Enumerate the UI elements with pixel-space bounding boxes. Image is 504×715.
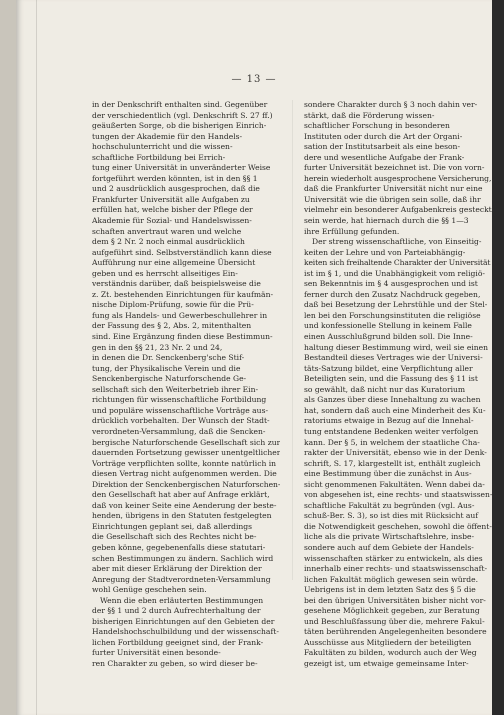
text-column-left <box>92 100 280 670</box>
text-line: schen Bestimmungen zu ändern. Sachlich wird <box>92 553 274 563</box>
text-line: daß bei Besetzung der Lehrstühle und der Stel- <box>304 300 488 310</box>
text-line: lichen Fortbildung geeignet sind, der Frank- <box>92 637 264 647</box>
text-line: fung als Handels- und Gewerbeschullehrer in <box>92 310 268 320</box>
text-line: verständnis darüber, daß beispielsweise die <box>92 279 261 289</box>
text-line: Akademie für Sozial- und Handelswissen- <box>92 216 252 226</box>
text-line: geäußerten Sorge, ob die bisherigen Einrich- <box>92 121 267 131</box>
text-line: tung einer Universität in unveränderter Weise <box>92 163 271 173</box>
text-line: Einrichtungen geplant sei, daß allerdings <box>92 521 253 531</box>
text-line: Instituten oder durch die Art der Organi- <box>304 131 463 141</box>
text-line: rakter der Universität, ebenso wie in der Denk- <box>304 448 487 458</box>
text-line: von abgesehen ist, eine rechts- und staatswissen- <box>304 490 492 500</box>
text-line: erfüllen hat, welche bisher der Pflege der <box>92 205 253 215</box>
text-line: dere und wesentliche Aufgabe der Frank- <box>304 152 465 162</box>
text-line: sation der Institutsarbeit als eine beson- <box>304 142 461 152</box>
text-line: bisherigen Einrichtungen auf den Gebieten der <box>92 616 275 626</box>
text-line: drücklich vorbehalten. Der Wunsch der Stadt- <box>92 416 270 426</box>
text-line: und Beschlußfassung über die, mehrere Fakul- <box>304 616 485 626</box>
text-line: furter Universität bezeichnet ist. Die von vorn- <box>304 163 485 173</box>
text-line: henden, übrigens in den Statuten festgelegten <box>92 511 272 521</box>
text-line: eine Bestimmung über die zunächst in Aus- <box>304 469 472 479</box>
text-line: aufgeführt sind. Selbstverständlich kann diese <box>92 247 272 257</box>
text-line: wohl Genüge geschehen sein. <box>92 585 207 595</box>
text-line: daß von keiner Seite eine Aenderung der beste- <box>92 500 277 510</box>
scan-border-right <box>492 0 504 715</box>
text-line: täts-Satzung bildet, eine Verpflichtung aller <box>304 363 473 373</box>
text-line: verordneten-Versammlung, daß die Sencken- <box>92 426 266 436</box>
text-line: daß die Frankfurter Universität nicht nur eine <box>304 184 483 194</box>
text-line: diesen Vertrag nicht aufgenommen werden. Die <box>92 469 277 479</box>
text-line: z. Zt. bestehenden Einrichtungen für kaufmän- <box>92 289 274 299</box>
text-line: hochschulunterricht und die wissen- <box>92 142 233 152</box>
text-line: so gewählt, daß nicht nur das Kuratorium <box>304 384 466 394</box>
text-line: nische Diplom-Prüfung, sowie für die Prü- <box>92 300 254 310</box>
text-line: dem § 2 Nr. 2 noch einmal ausdrücklich <box>92 237 245 247</box>
text-line: Bestandteil dieses Vertrages wie der Universi- <box>304 353 483 363</box>
text-line: sein werde, hat hiernach durch die §§ 1—3 <box>304 216 469 226</box>
page-number: — 13 — <box>231 74 277 85</box>
text-line: Beteiligten sein, und die Fassung des § 11 ist <box>304 374 478 384</box>
binding-gutter <box>0 0 16 715</box>
text-line: tung, der Physikalische Verein und die <box>92 363 241 373</box>
text-line: Vorträge verpflichten sollte, konnte natürlich in <box>92 458 277 468</box>
text-line: schaftlicher Forschung in besonderen <box>304 121 450 131</box>
text-line: Der streng wissenschaftliche, von Einseitig- <box>312 237 482 247</box>
text-line: liche als die private Wirtschaftslehre, insbe- <box>304 532 475 542</box>
text-line: gen in den §§ 21, 23 Nr. 2 und 24, <box>92 342 223 352</box>
text-line: haltung dieser Bestimmung wird, weil sie einen <box>304 342 489 352</box>
text-line: furter Universität einen besonde- <box>92 648 221 658</box>
text-line: Handelshochschulbildung und der wissenschaft- <box>92 627 279 637</box>
text-line: aber mit dieser Erklärung der Direktion der <box>92 564 262 574</box>
text-line: der verschiedentlich (vgl. Denkschrift S. 27 ff.) <box>92 110 273 120</box>
text-line: len bei den Forschungsinstituten die religiöse <box>304 310 481 320</box>
text-line: gesehene Möglichkeit gegeben, zur Beratung <box>304 606 480 616</box>
document-page <box>16 0 492 715</box>
text-line: geben und es herrscht allseitiges Ein- <box>92 268 238 278</box>
text-line: wissenschaften stärker zu entwickeln, als dies <box>304 553 483 563</box>
text-line: sellschaft sich den Weiterbetrieb ihrer Ein- <box>92 384 259 394</box>
text-line: der §§ 1 und 2 durch Aufrechterhaltung der <box>92 606 261 616</box>
text-line: Fakultäten zu bilden, wodurch auch der Weg <box>304 648 477 658</box>
text-line: Anregung der Stadtverordneten-Versammlung <box>92 574 271 584</box>
text-line: und populäre wissenschaftliche Vorträge aus- <box>92 405 269 415</box>
text-line: sen Bekenntnis im § 4 ausgesprochen und ist <box>304 279 478 289</box>
text-line: schaften anvertraut waren und welche <box>92 226 242 236</box>
text-line: die Gesellschaft sich des Rechtes nicht be- <box>92 532 257 542</box>
text-line: Universität wie die übrigen sein solle, daß ihr <box>304 194 481 204</box>
text-line: und konfessionelle Stellung in keinem Falle <box>304 321 472 331</box>
text-line: hat, sondern daß auch eine Minderheit des Ku- <box>304 405 486 415</box>
text-line: Direktion der Senckenbergischen Naturforschen- <box>92 479 280 489</box>
text-line: Senckenbergische Naturforschende Ge- <box>92 374 247 384</box>
text-line: schuß-Ber. S. 3), so ist dies mit Rücksicht auf <box>304 511 479 521</box>
text-line: gezeigt ist, um etwaige gemeinsame Inter- <box>304 658 469 668</box>
text-line: bei den übrigen Universitäten bisher nicht vor- <box>304 595 486 605</box>
text-line: sondere auch auf dem Gebiete der Handels- <box>304 542 474 552</box>
text-line: fortgeführt werden könnten, ist in den §§ 1 <box>92 173 258 183</box>
text-line: dauernden Fortsetzung gewisser unentgeltlicher <box>92 448 280 458</box>
text-line: schrift, S. 17, klargestellt ist, enthält zugleich <box>304 458 481 468</box>
text-line: innerhalb einer rechts- und staatswissenschaft- <box>304 564 488 574</box>
text-line: herein wiederholt ausgesprochene Versicherung, <box>304 173 492 183</box>
text-line: sind. Eine Ergänzung finden diese Bestimmun- <box>92 332 273 342</box>
text-line: sondere Charakter durch § 3 noch dahin ver- <box>304 100 478 109</box>
text-line: lichen Fakultät möglich gewesen sein würde. <box>304 574 479 584</box>
text-line: der Fassung des § 2, Abs. 2, mitenthalten <box>92 321 252 331</box>
text-line: ist im § 1, und die Unabhängigkeit vom religiö- <box>304 268 485 278</box>
text-line: Uebrigens ist in dem letzten Satz des § 5 die <box>304 585 476 595</box>
text-line: Aufführung nur eine allgemeine Übersicht <box>92 258 256 268</box>
text-line: ratoriums etwaige in Bezug auf die Innehal- <box>304 416 474 426</box>
text-line: tung entstandene Bedenken weiter verfolgen <box>304 426 479 436</box>
text-column-right <box>304 100 492 670</box>
text-line: einen Ausschlußgrund bilden soll. Die Inne- <box>304 332 473 342</box>
text-line: tungen der Akademie für den Handels- <box>92 131 243 141</box>
text-line: richtungen für wissenschaftliche Fortbildung <box>92 395 267 405</box>
page-fold-shadow <box>36 0 37 715</box>
text-line: geben könne, gegebenenfalls diese statutari- <box>92 542 266 552</box>
text-line: in denen die Dr. Senckenberg'sche Stif- <box>92 353 245 363</box>
text-line: sicht genommenen Fakultäten. Wenn dabei da- <box>304 479 485 489</box>
text-line: ferner durch den Zusatz Nachdruck gegeben, <box>304 289 481 299</box>
text-line: ren Charakter zu geben, so wird dieser be- <box>92 658 258 668</box>
text-line: den Gesellschaft hat aber auf Anfrage erklärt, <box>92 490 270 500</box>
text-line: die Notwendigkeit geschehen, sowohl die öffent- <box>304 521 492 531</box>
column-gutter <box>292 100 293 580</box>
text-line: Wenn die eben erläuterten Bestimmungen <box>100 595 264 605</box>
text-line: ihre Erfüllung gefunden. <box>304 226 400 236</box>
text-line: bergische Naturforschende Gesellschaft sich zur <box>92 437 280 447</box>
text-line: schaftliche Fakultät zu begründen (vgl. Aus- <box>304 500 475 510</box>
text-line: Frankfurter Universität alle Aufgaben zu <box>92 194 250 204</box>
text-line: in der Denkschrift enthalten sind. Gegenüber <box>92 100 268 109</box>
text-line: stärkt, daß die Förderung wissen- <box>304 110 435 120</box>
text-line: kann. Der § 5, in welchem der staatliche Cha- <box>304 437 480 447</box>
text-line: Ausschüsse aus Mitgliedern der beteiligten <box>304 637 472 647</box>
text-line: vielmehr ein besonderer Aufgabenkreis gesteckt <box>304 205 492 215</box>
text-line: täten berührenden Angelegenheiten besondere <box>304 627 487 637</box>
text-line: schaftliche Fortbildung bei Errich- <box>92 152 226 162</box>
text-line: keiten sich freihaltende Charakter der Universität <box>304 258 491 268</box>
text-line: und 2 ausdrücklich ausgesprochen, daß die <box>92 184 260 194</box>
text-line: keiten der Lehre und von Parteiabhängig- <box>304 247 466 257</box>
text-line: als Ganzes über diese Innehaltung zu wachen <box>304 395 481 405</box>
